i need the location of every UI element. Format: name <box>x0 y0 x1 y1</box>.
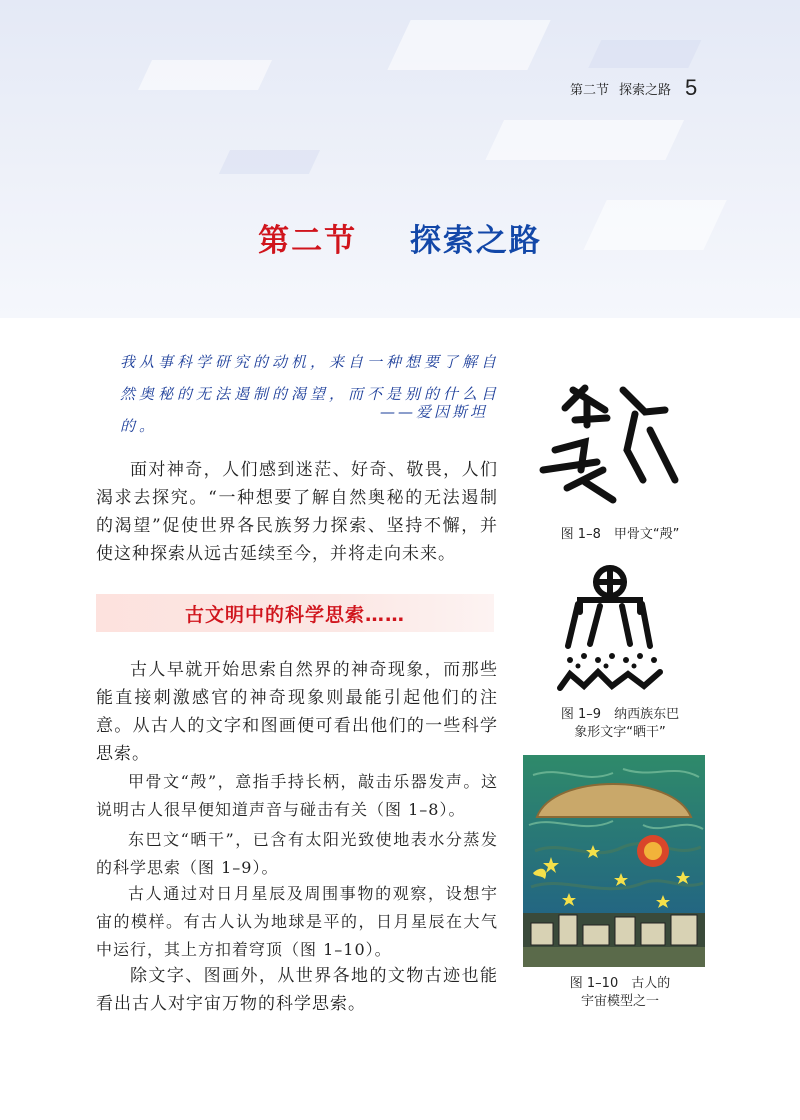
figure-1-8-caption: 图 1–8 甲骨文“殸” <box>560 527 680 542</box>
figure-1-9-caption-line1: 图 1–9 纳西族东巴 <box>560 707 680 722</box>
body-paragraph-dongba: 东巴文“晒干”，已含有太阳光致使地表水分蒸发的科学思索（图 1–9）。 <box>96 830 498 877</box>
figure-1-9-caption-line2: 象形文字“晒干” <box>574 725 666 740</box>
subheading-banner <box>96 594 494 632</box>
page-number: 5 <box>685 75 698 100</box>
section-name: 探索之路 <box>409 223 542 259</box>
ancient-cosmos-model-image <box>523 755 705 967</box>
oracle-bone-glyph-image <box>525 370 685 510</box>
body-paragraph-cosmos: 古人通过对日月星辰及周围事物的观察，设想宇宙的模样。有古人认为地球是平的，日月星辰在大气中运行，其上方扣着穹顶（图 1–10）。 <box>96 884 498 959</box>
header-decoration <box>0 0 800 318</box>
body-paragraph-ancient: 古人早就开始思索自然界的神奇现象，而那些能直接刺激感官的神奇现象则最能引起他们的注意。从古人的文字和图画便可看出他们的一些科学思索。 <box>96 660 498 764</box>
epigraph-author: ——爱因斯坦 <box>380 403 489 421</box>
figure-1-10-caption-line2: 宇宙模型之一 <box>580 994 659 1009</box>
dongba-glyph-image <box>540 562 680 692</box>
epigraph-quote: 我从事科学研究的动机，来自一种想要了解自然奥秘的无法遏制的渴望，而不是别的什么目的。 <box>120 353 501 435</box>
running-head-section: 第二节 <box>570 82 610 98</box>
section-number: 第二节 <box>258 223 358 259</box>
body-paragraph-oracle: 甲骨文“殸”，意指手持长柄，敲击乐器发声。这说明古人很早便知道声音与碰击有关（图 1–8）。 <box>96 772 498 819</box>
header-band <box>0 0 800 318</box>
body-paragraph-intro: 面对神奇，人们感到迷茫、好奇、敬畏，人们渴求去探究。“一种想要了解自然奥秘的无法遏制的渴望”促使世界各民族努力探索、坚持不懈，并使这种探索从远古延续至今，并将走向未来。 <box>96 460 498 564</box>
figure-1-10-caption <box>520 975 720 1011</box>
subheading-text: 古文明中的科学思索…… <box>184 603 405 626</box>
page-title <box>0 215 800 260</box>
figure-1-10-caption-line1: 图 1–10 古人的 <box>569 976 671 991</box>
figure-1-9-caption <box>520 706 720 742</box>
body-paragraph-relics: 除文字、图画外，从世界各地的文物古迹也能看出古人对宇宙万物的科学思索。 <box>96 966 498 1014</box>
running-head-title: 探索之路 <box>619 82 672 98</box>
running-head <box>570 76 770 100</box>
